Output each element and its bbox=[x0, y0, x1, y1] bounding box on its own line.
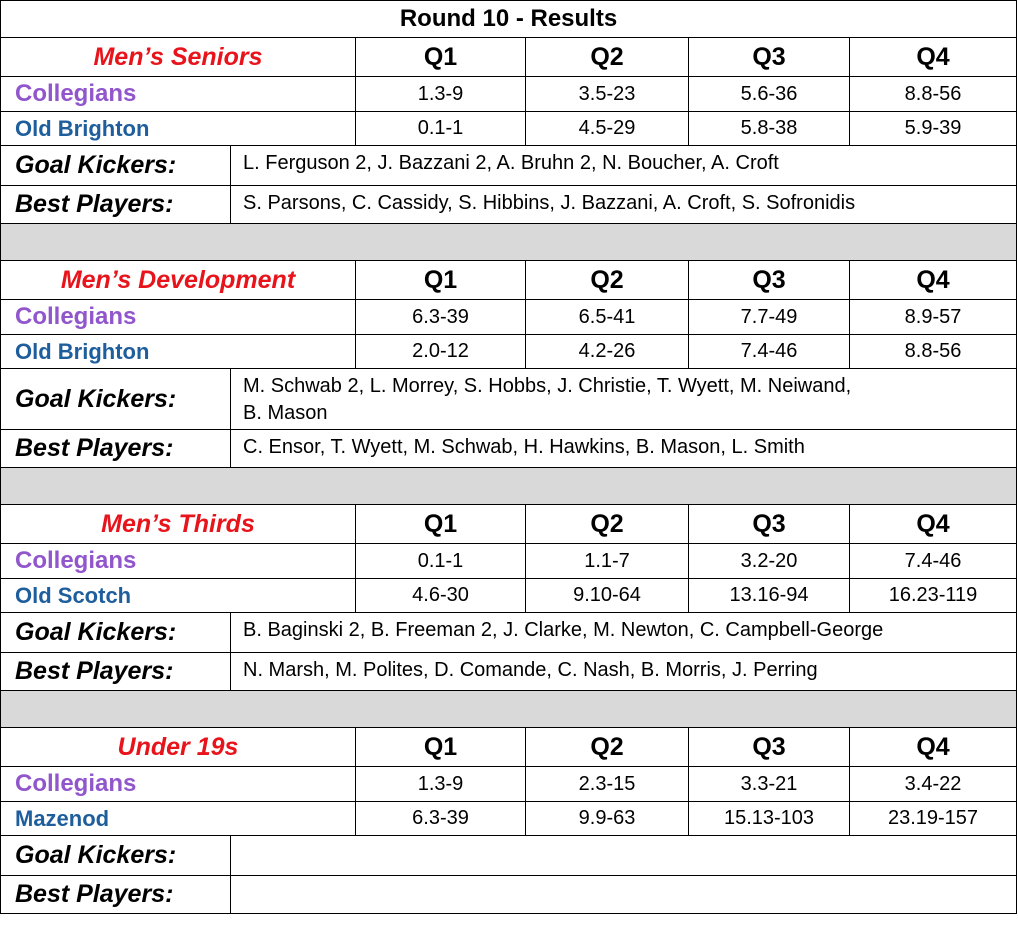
score-cell: 5.9-39 bbox=[850, 112, 1017, 146]
score-cell: 16.23-119 bbox=[850, 579, 1017, 613]
section-header-row bbox=[1, 38, 1017, 77]
best-players-row bbox=[1, 186, 1017, 224]
score-cell: 8.8-56 bbox=[850, 77, 1017, 112]
section-header-row bbox=[1, 261, 1017, 300]
score-cell: 8.9-57 bbox=[850, 300, 1017, 335]
goal-kickers-row bbox=[1, 613, 1017, 653]
team-name: Mazenod bbox=[1, 802, 356, 836]
team-row bbox=[1, 544, 1017, 579]
quarter-header: Q4 bbox=[850, 728, 1017, 767]
best-players-list bbox=[231, 876, 1017, 914]
team-name: Old Brighton bbox=[1, 112, 356, 146]
score-cell: 2.0-12 bbox=[356, 335, 526, 369]
score-cell: 9.10-64 bbox=[526, 579, 689, 613]
score-cell: 8.8-56 bbox=[850, 335, 1017, 369]
section-name: Men’s Seniors bbox=[1, 38, 356, 77]
quarter-header: Q4 bbox=[850, 505, 1017, 544]
best-players-row bbox=[1, 430, 1017, 468]
score-cell: 23.19-157 bbox=[850, 802, 1017, 836]
section-name: Under 19s bbox=[1, 728, 356, 767]
goal-kickers-row bbox=[1, 146, 1017, 186]
score-cell: 2.3-15 bbox=[526, 767, 689, 802]
quarter-header: Q1 bbox=[356, 261, 526, 300]
quarter-header: Q3 bbox=[689, 505, 850, 544]
goal-kickers-label: Goal Kickers: bbox=[1, 613, 231, 653]
section-header-row bbox=[1, 505, 1017, 544]
team-row bbox=[1, 579, 1017, 613]
best-players-list: C. Ensor, T. Wyett, M. Schwab, H. Hawkins, B. Mason, L. Smith bbox=[231, 430, 1017, 468]
score-cell: 6.3-39 bbox=[356, 300, 526, 335]
quarter-header: Q3 bbox=[689, 728, 850, 767]
goal-kickers-list: L. Ferguson 2, J. Bazzani 2, A. Bruhn 2, N. Boucher, A. Croft bbox=[231, 146, 1017, 186]
section-divider bbox=[1, 691, 1017, 728]
score-cell: 7.7-49 bbox=[689, 300, 850, 335]
goal-kickers-label: Goal Kickers: bbox=[1, 836, 231, 876]
best-players-row bbox=[1, 876, 1017, 914]
team-name: Old Scotch bbox=[1, 579, 356, 613]
score-cell: 0.1-1 bbox=[356, 112, 526, 146]
goal-kickers-line: M. Schwab 2, L. Morrey, S. Hobbs, J. Christie, T. Wyett, M. Neiwand, bbox=[243, 375, 852, 397]
goal-kickers-line: B. Mason bbox=[243, 402, 328, 424]
best-players-label: Best Players: bbox=[1, 653, 231, 691]
quarter-header: Q1 bbox=[356, 728, 526, 767]
goal-kickers-list bbox=[231, 369, 1017, 430]
score-cell: 3.5-23 bbox=[526, 77, 689, 112]
team-name: Collegians bbox=[1, 300, 356, 335]
score-cell: 7.4-46 bbox=[850, 544, 1017, 579]
score-cell: 5.8-38 bbox=[689, 112, 850, 146]
goal-kickers-label: Goal Kickers: bbox=[1, 146, 231, 186]
quarter-header: Q1 bbox=[356, 38, 526, 77]
quarter-header: Q3 bbox=[689, 261, 850, 300]
goal-kickers-label: Goal Kickers: bbox=[1, 369, 231, 430]
score-cell: 6.5-41 bbox=[526, 300, 689, 335]
goal-kickers-row bbox=[1, 369, 1017, 430]
team-row bbox=[1, 300, 1017, 335]
score-cell: 4.2-26 bbox=[526, 335, 689, 369]
team-name: Collegians bbox=[1, 77, 356, 112]
score-cell: 15.13-103 bbox=[689, 802, 850, 836]
section-divider bbox=[1, 224, 1017, 261]
team-name: Collegians bbox=[1, 544, 356, 579]
goal-kickers-list: B. Baginski 2, B. Freeman 2, J. Clarke, M. Newton, C. Campbell-George bbox=[231, 613, 1017, 653]
score-cell: 7.4-46 bbox=[689, 335, 850, 369]
quarter-header: Q2 bbox=[526, 38, 689, 77]
team-name: Collegians bbox=[1, 767, 356, 802]
team-row bbox=[1, 112, 1017, 146]
score-cell: 3.2-20 bbox=[689, 544, 850, 579]
best-players-label: Best Players: bbox=[1, 876, 231, 914]
goal-kickers-list bbox=[231, 836, 1017, 876]
quarter-header: Q2 bbox=[526, 261, 689, 300]
score-cell: 9.9-63 bbox=[526, 802, 689, 836]
page-title: Round 10 - Results bbox=[1, 1, 1017, 38]
section-name: Men’s Development bbox=[1, 261, 356, 300]
team-row bbox=[1, 802, 1017, 836]
quarter-header: Q2 bbox=[526, 728, 689, 767]
score-cell: 1.3-9 bbox=[356, 77, 526, 112]
best-players-label: Best Players: bbox=[1, 430, 231, 468]
team-row bbox=[1, 335, 1017, 369]
score-cell: 13.16-94 bbox=[689, 579, 850, 613]
score-cell: 4.6-30 bbox=[356, 579, 526, 613]
score-cell: 6.3-39 bbox=[356, 802, 526, 836]
team-row bbox=[1, 767, 1017, 802]
best-players-row bbox=[1, 653, 1017, 691]
section-name: Men’s Thirds bbox=[1, 505, 356, 544]
best-players-label: Best Players: bbox=[1, 186, 231, 224]
goal-kickers-row bbox=[1, 836, 1017, 876]
quarter-header: Q4 bbox=[850, 38, 1017, 77]
quarter-header: Q1 bbox=[356, 505, 526, 544]
section-divider bbox=[1, 468, 1017, 505]
section-header-row bbox=[1, 728, 1017, 767]
score-cell: 4.5-29 bbox=[526, 112, 689, 146]
quarter-header: Q3 bbox=[689, 38, 850, 77]
score-cell: 0.1-1 bbox=[356, 544, 526, 579]
best-players-list: S. Parsons, C. Cassidy, S. Hibbins, J. Bazzani, A. Croft, S. Sofronidis bbox=[231, 186, 1017, 224]
score-cell: 5.6-36 bbox=[689, 77, 850, 112]
score-cell: 1.1-7 bbox=[526, 544, 689, 579]
quarter-header: Q4 bbox=[850, 261, 1017, 300]
quarter-header: Q2 bbox=[526, 505, 689, 544]
best-players-list: N. Marsh, M. Polites, D. Comande, C. Nash, B. Morris, J. Perring bbox=[231, 653, 1017, 691]
score-cell: 3.3-21 bbox=[689, 767, 850, 802]
score-cell: 3.4-22 bbox=[850, 767, 1017, 802]
team-row bbox=[1, 77, 1017, 112]
score-cell: 1.3-9 bbox=[356, 767, 526, 802]
team-name: Old Brighton bbox=[1, 335, 356, 369]
